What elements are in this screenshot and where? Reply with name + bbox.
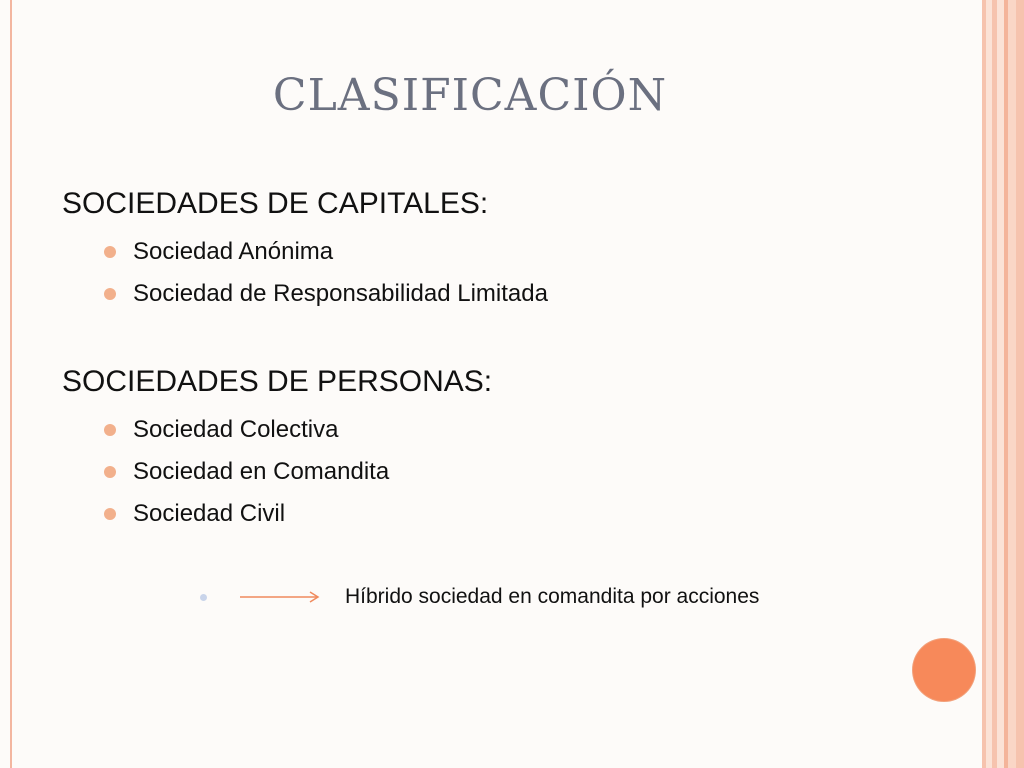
decorative-circle: [913, 639, 975, 701]
bullet-icon: [104, 508, 116, 520]
bullet-icon: [104, 288, 116, 300]
bullet-icon: [104, 246, 116, 258]
list-item: [104, 273, 548, 315]
list-item-label: Sociedad Anónima: [133, 238, 334, 265]
bullet-icon: [104, 424, 116, 436]
list-item-label: Sociedad en Comandita: [133, 458, 390, 485]
right-decorative-stripes: [976, 0, 1024, 768]
list-item: [104, 493, 389, 535]
right-arrow-icon: [239, 587, 321, 607]
bullet-icon: [104, 466, 116, 478]
list-item-label: Sociedad Colectiva: [133, 416, 339, 443]
capitales-list: [104, 231, 548, 315]
small-bullet-icon: [200, 594, 207, 601]
hybrid-note-row: [200, 580, 759, 614]
personas-list: [104, 409, 389, 535]
list-item: [104, 409, 389, 451]
list-item-label: Sociedad Civil: [133, 500, 286, 527]
slide-title: CLASIFICACIÓN: [272, 70, 668, 121]
hybrid-note-text: Híbrido sociedad en comandita por acciones: [345, 585, 760, 608]
list-item: [104, 231, 548, 273]
list-item: [104, 451, 389, 493]
section-heading-capitales: SOCIEDADES DE CAPITALES:: [62, 187, 489, 220]
list-item-label: Sociedad de Responsabilidad Limitada: [133, 280, 548, 307]
section-heading-personas: SOCIEDADES DE PERSONAS:: [62, 365, 493, 398]
